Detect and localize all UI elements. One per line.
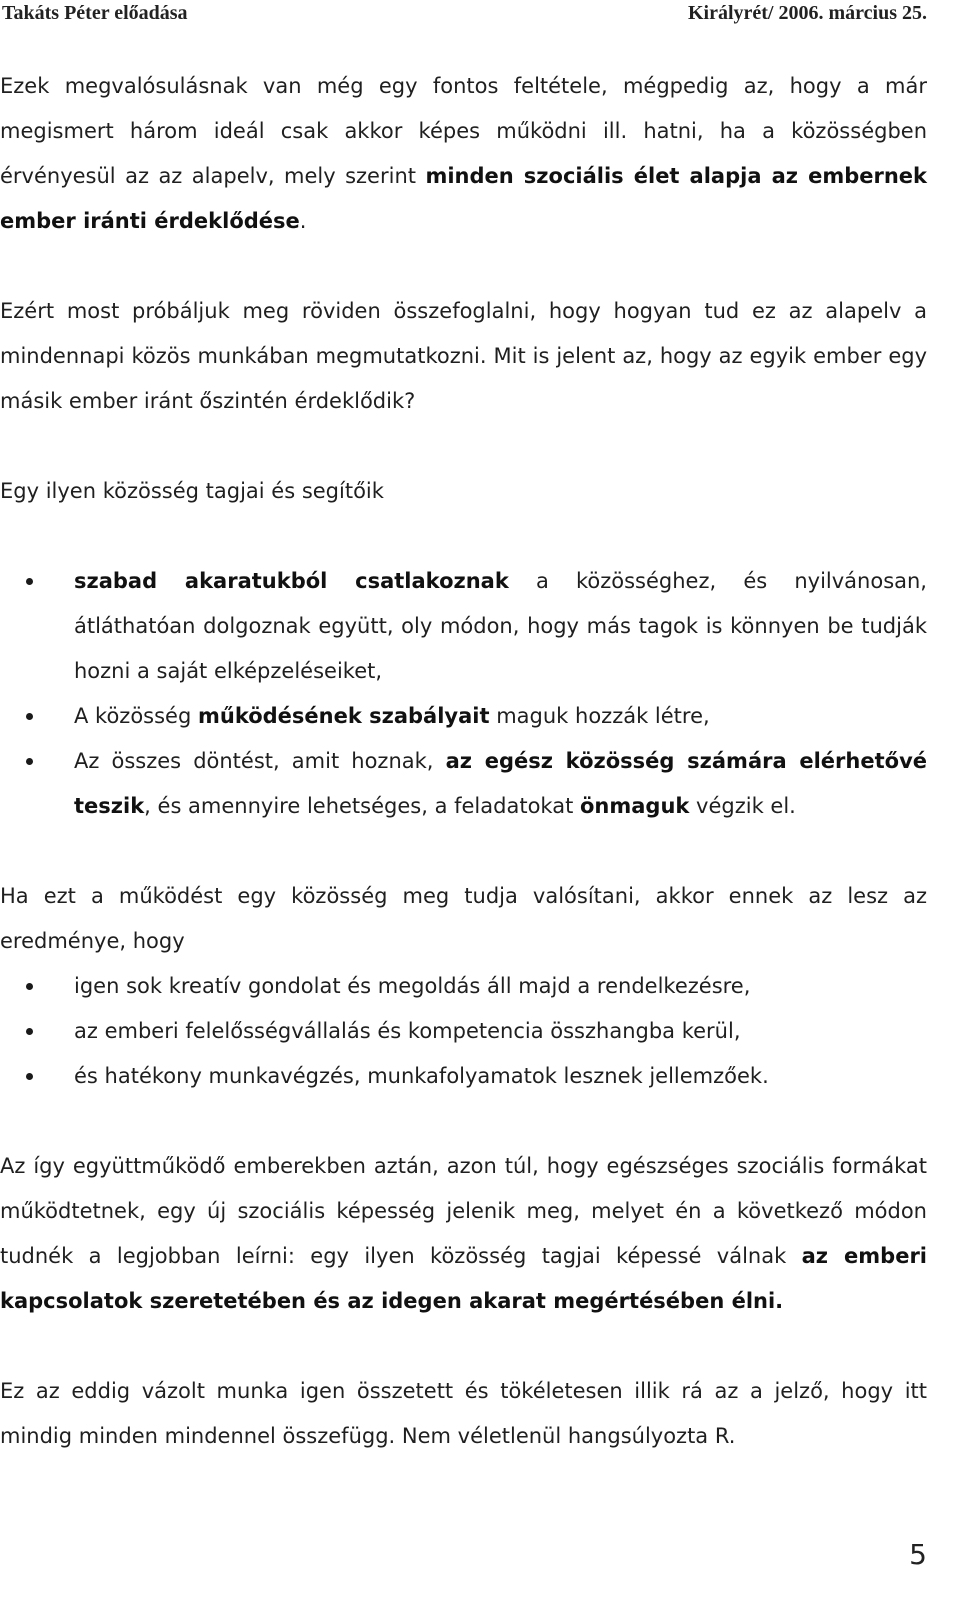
results-bullet-list bbox=[0, 964, 927, 1099]
paragraph-spacer bbox=[0, 424, 927, 469]
paragraph-spacer bbox=[0, 514, 927, 559]
list-item-text: igen sok kreatív gondolat és megoldás áll majd a rendelkezésre, bbox=[74, 974, 751, 998]
paragraph-text: Ezek megvalósulásnak van még egy fontos feltétele, mégpedig az, hogy a már megismert három ideál csak akkor képes működni ill. hatni, ha a közösségben érvényesül az az alapelv, mely szerint bbox=[0, 74, 927, 188]
list-item bbox=[0, 1054, 927, 1099]
list-item bbox=[0, 964, 927, 1009]
paragraph-spacer bbox=[0, 1099, 927, 1144]
paragraph-members-intro bbox=[0, 469, 927, 514]
list-item-bold-text: szabad akaratukból csatlakoznak bbox=[74, 569, 509, 593]
list-item bbox=[0, 1009, 927, 1054]
header-author-title: Takáts Péter előadása bbox=[2, 2, 188, 24]
list-item-text: Az összes döntést, amit hoznak, bbox=[74, 749, 446, 773]
list-item-text: , és amennyire lehetséges, a feladatokat bbox=[144, 794, 580, 818]
bullet-icon bbox=[26, 1073, 33, 1080]
paragraph-summary bbox=[0, 289, 927, 424]
page-header bbox=[0, 0, 927, 30]
list-item-text: végzik el. bbox=[689, 794, 796, 818]
paragraph-text: Ez az eddig vázolt munka igen összetett és tökéletesen illik rá az a jelző, hogy itt mindig minden mindennel összefügg. Nem véletlenül hangsúlyozta R. bbox=[0, 1379, 927, 1448]
page-number: 5 bbox=[909, 1538, 927, 1571]
paragraph-conditions bbox=[0, 64, 927, 244]
bullet-icon bbox=[26, 1028, 33, 1035]
paragraph-bold-text: minden szociális élet alapja az embernek ember iránti érdeklődése bbox=[0, 164, 927, 233]
bullet-icon bbox=[26, 983, 33, 990]
list-item bbox=[0, 739, 927, 829]
paragraph-bold-text: az emberi kapcsolatok szeretetében és az idegen akarat megértésében élni. bbox=[0, 1244, 927, 1313]
bullet-icon bbox=[26, 758, 33, 765]
list-item-text: és hatékony munkavégzés, munkafolyamatok lesznek jellemzőek. bbox=[74, 1064, 769, 1088]
paragraph-spacer bbox=[0, 1324, 927, 1369]
list-item-bold-text: önmaguk bbox=[579, 794, 690, 818]
paragraph-text: . bbox=[299, 209, 307, 233]
list-item-bold-text: működésének szabályait bbox=[197, 704, 490, 728]
document-body bbox=[0, 64, 927, 1459]
paragraph-text: Egy ilyen közösség tagjai és segítőik bbox=[0, 479, 384, 503]
paragraph-spacer bbox=[0, 829, 927, 874]
paragraph-text: Az így együttműködő emberekben aztán, azon túl, hogy egészséges szociális formákat működtetnek, egy új szociális képesség jelenik meg, melyet én a következő módon tudnék a legjobban leírni: egy ilyen közösség tagjai képessé válnak bbox=[0, 1154, 927, 1268]
paragraph-text: Ha ezt a működést egy közösség meg tudja valósítani, akkor ennek az lesz az eredménye, hogy bbox=[0, 884, 927, 953]
list-item-text: maguk hozzák létre, bbox=[489, 704, 710, 728]
list-item bbox=[0, 694, 927, 739]
list-item-text: A közösség bbox=[74, 704, 198, 728]
paragraph-text: Ezért most próbáljuk meg röviden összefoglalni, hogy hogyan tud ez az alapelv a mindennapi közös munkában megmutatkozni. Mit is jelent az, hogy az egyik ember egy másik ember iránt őszintén érdeklődik? bbox=[0, 299, 927, 413]
paragraph-result-intro bbox=[0, 874, 927, 964]
list-item-text: az emberi felelősségvállalás és kompetencia összhangba kerül, bbox=[74, 1019, 741, 1043]
header-place-date: Királyrét/ 2006. március 25. bbox=[687, 2, 927, 24]
bullet-icon bbox=[26, 713, 33, 720]
paragraph-new-capacity bbox=[0, 1144, 927, 1324]
bullet-icon bbox=[26, 578, 33, 585]
list-item bbox=[0, 559, 927, 694]
members-bullet-list bbox=[0, 559, 927, 829]
list-item-bold-text: az egész közösség számára elérhetővé teszik bbox=[74, 749, 927, 818]
paragraph-complexity bbox=[0, 1369, 927, 1459]
list-item-text: a közösséghez, és nyilvánosan, átláthatóan dolgoznak együtt, oly módon, hogy más tagok is könnyen be tudják hozni a saját elképzeléseiket, bbox=[74, 569, 927, 683]
paragraph-spacer bbox=[0, 244, 927, 289]
